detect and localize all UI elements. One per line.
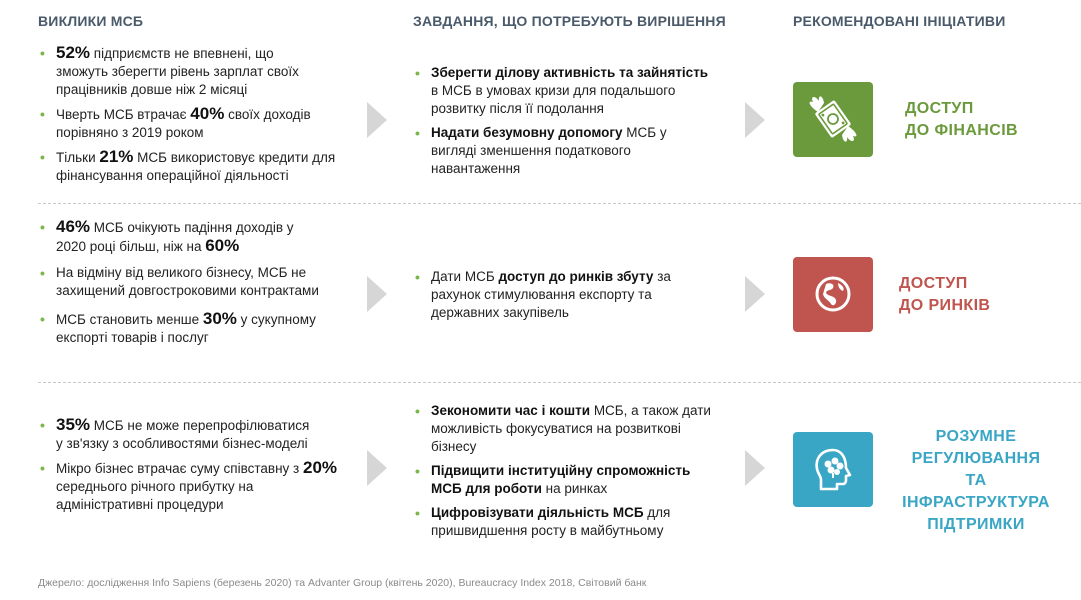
header-tasks: ЗАВДАННЯ, ЩО ПОТРЕБУЮТЬ ВИРІШЕННЯ xyxy=(413,13,726,29)
row1-tasks xyxy=(413,64,713,184)
regulation-icon-box xyxy=(793,432,873,507)
bullet-icon: • xyxy=(415,65,420,81)
challenge-item: • МСБ становить менше 30% у сукупному експорті товарів і послуг xyxy=(40,309,316,345)
bullet-icon: • xyxy=(415,403,420,419)
task-item: • Зекономити час і кошти МСБ, а також дати можливість фокусуватися на розвиткові бізнесу xyxy=(415,403,711,454)
bullet-icon: • xyxy=(40,460,45,476)
bullet-icon: • xyxy=(40,417,45,433)
task-item: • Надати безумовну допомогу МСБ у вигляді зменшення податкового навантаження xyxy=(415,125,667,176)
task-item: • Дати МСБ доступ до ринків збуту за рахунок стимулювання експорту та державних закупівель xyxy=(415,269,671,320)
row3-challenges xyxy=(38,416,348,520)
finance-icon-box xyxy=(793,82,873,157)
row2-challenges xyxy=(38,218,348,353)
row-divider xyxy=(38,382,1081,383)
row3-tasks xyxy=(413,402,713,546)
bullet-icon: • xyxy=(40,219,45,235)
challenge-item: • Тільки 21% МСБ використовує кредити для фінансування операційної діяльності xyxy=(40,147,336,183)
challenge-item: • Мікро бізнес втрачає суму співставну з 20% середнього річного прибутку на адміністративні процедури xyxy=(40,458,338,512)
initiative-markets: ДОСТУП ДО РИНКІВ xyxy=(899,275,991,314)
header-challenges: ВИКЛИКИ МСБ xyxy=(38,13,144,29)
row1-challenges xyxy=(38,44,348,191)
bullet-icon: • xyxy=(40,311,45,327)
header-initiatives: РЕКОМЕНДОВАНІ ІНІЦІАТИВИ xyxy=(793,13,1006,29)
bullet-icon: • xyxy=(40,149,45,165)
task-item: • Зберегти ділову активність та зайнятість в МСБ в умовах кризи для подальшого розвитку після її подолання xyxy=(415,65,709,116)
source-note: Джерело: дослідження Info Sapiens (березень 2020) та Advanter Group (квітень 2020), Bureaucracy Index 2018, Світовий банк xyxy=(38,577,647,589)
bullet-icon: • xyxy=(40,106,45,122)
row2-tasks xyxy=(413,268,713,328)
row-divider xyxy=(38,203,1081,204)
markets-icon-box xyxy=(793,257,873,332)
task-item: • Підвищити інституційну спроможність МСБ для роботи на ринках xyxy=(415,463,691,496)
task-item: • Цифровізувати діяльність МСБ для пришвидшення росту в майбутньому xyxy=(415,505,671,538)
globe-icon xyxy=(793,257,873,332)
challenge-item: • 46% МСБ очікують падіння доходів у 2020 році більш, ніж на 60% xyxy=(40,217,294,255)
bullet-icon: • xyxy=(415,125,420,141)
challenge-item: • Чверть МСБ втрачає 40% своїх доходів порівняно з 2019 роком xyxy=(40,104,311,140)
bullet-icon: • xyxy=(40,45,45,61)
arrow-right-icon xyxy=(367,276,387,312)
bullet-icon: • xyxy=(415,463,420,479)
arrow-right-icon xyxy=(745,450,765,486)
head-brain-icon xyxy=(793,432,873,507)
initiative-regulation: РОЗУМНЕ РЕГУЛЮВАННЯ ТА ІНФРАСТРУКТУРА ПІДТРИМКИ xyxy=(902,428,1050,533)
money-wings-icon xyxy=(793,82,873,157)
challenge-item: • 35% МСБ не може перепрофілюватися у зв'язку з особливостями бізнес-моделі xyxy=(40,415,310,451)
bullet-icon: • xyxy=(415,505,420,521)
bullet-icon: • xyxy=(40,265,45,281)
arrow-right-icon xyxy=(745,276,765,312)
bullet-icon: • xyxy=(415,269,420,285)
challenge-item: • На відміну від великого бізнесу, МСБ не захищений довгостроковими контрактами xyxy=(40,265,319,298)
challenge-item: • 52% підприємств не впевнені, що зможуть зберегти рівень зарплат своїх працівників довше ніж 2 місяці xyxy=(40,43,299,97)
arrow-right-icon xyxy=(367,450,387,486)
arrow-right-icon xyxy=(745,102,765,138)
arrow-right-icon xyxy=(367,102,387,138)
initiative-finance: ДОСТУП ДО ФІНАНСІВ xyxy=(905,100,1019,139)
